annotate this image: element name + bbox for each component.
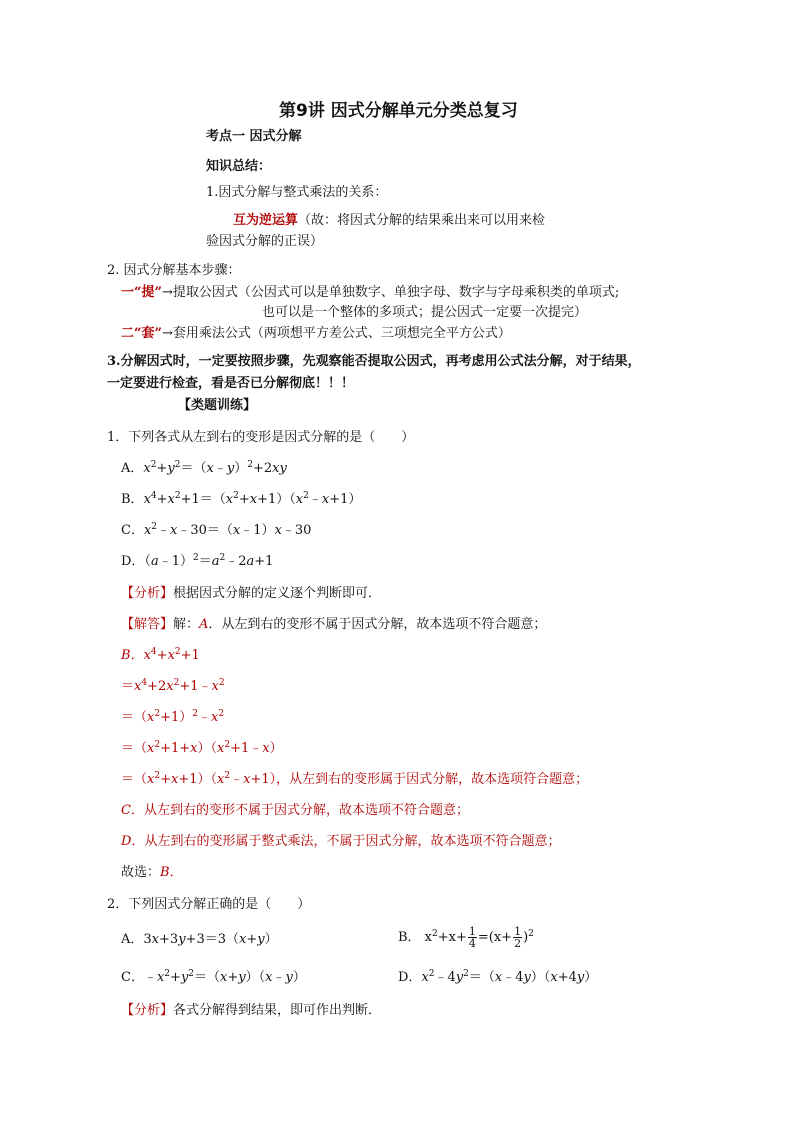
q1-answer-b-letter: B xyxy=(121,648,131,663)
q1-answer-a-text: ．从左到右的变形不属于因式分解，故本选项不符合题意； xyxy=(208,617,547,632)
q2-analysis xyxy=(121,1002,381,1020)
q1-answer-c xyxy=(121,802,469,820)
q1-answer-c-letter: C xyxy=(121,803,131,818)
q1-answer-c-text: ．从左到右的变形不属于因式分解，故本选项不符合题意； xyxy=(130,803,469,818)
item-3-line-1: 3.分解因式时，一定要按照步骤，先观察能否提取公因式，再考虑用公式法分解，对于结果， xyxy=(107,354,641,369)
q1-answer-d-text: ．从左到右的变形属于整式乘法，不属于因式分解，故本选项不符合题意； xyxy=(131,834,561,849)
q1-work-line-1: B．$x^4+x^2+1$ xyxy=(121,647,200,663)
step-1-tag: 一“提” xyxy=(121,285,162,300)
q1-answer xyxy=(121,616,546,634)
inverse-line xyxy=(233,212,545,230)
page-title: 第9讲 因式分解单元分类总复习 xyxy=(279,101,518,121)
q1-analysis-text: 根据因式分解的定义逐个判断即可． xyxy=(173,586,382,601)
inverse-highlight: 互为逆运算 xyxy=(233,213,299,228)
practice-header: 【类题训练】 xyxy=(178,398,257,413)
q1-analysis-tag: 【分析】 xyxy=(121,586,174,601)
q1-stem: 1．下列各式从左到右的变形是因式分解的是（ ） xyxy=(107,430,415,445)
q2-option-a: A．3x+3y+3＝3（x+y） xyxy=(121,932,278,947)
q1-answer-d xyxy=(121,833,560,851)
q1-choice-label: 故选： xyxy=(121,865,161,880)
q2-stem: 2．下列因式分解正确的是（ ） xyxy=(107,897,311,912)
q1-option-d: D．$(a﹣1)^2=a^2﹣2a+1$ xyxy=(121,553,274,569)
q1-analysis xyxy=(121,585,381,603)
step-1-cont: 也可以是一个整体的多项式；提公因式一定要一次提完） xyxy=(262,305,588,320)
step-2-tag: 二“套” xyxy=(121,326,162,341)
q1-answer-d-letter: D xyxy=(121,834,132,849)
q1-choice xyxy=(121,864,183,882)
kaodian-heading: 考点一 因式分解 xyxy=(206,129,302,144)
item-3-line-2: 一定要进行检查，看是否已分解彻底！！！ xyxy=(107,376,355,391)
q1-work-line-2: $=x^4+2x^2+1﹣x^2$ xyxy=(121,678,225,694)
item-1: 1.因式分解与整式乘法的关系： xyxy=(206,185,388,200)
fraction-one-half: $\frac{1}{2}$ xyxy=(514,925,522,950)
q1-choice-letter: B xyxy=(160,865,170,880)
q2-analysis-tag: 【分析】 xyxy=(121,1003,174,1018)
q1-answer-tag: 【解答】 xyxy=(121,617,174,632)
q2-option-c: C．$﹣x^2+y^2=(x+y)(x﹣y)$ xyxy=(121,969,306,985)
fraction-one-quarter: $\frac{1}{4}$ xyxy=(468,925,476,950)
item-2: 2. 因式分解基本步骤： xyxy=(107,263,241,278)
q1-option-a: A．$x^2+y^2=(x﹣y)^2+2xy$ xyxy=(121,460,287,476)
q1-answer-intro: 解： xyxy=(173,617,200,632)
inverse-note: （故：将因式分解的结果乘出来可以用来检 xyxy=(298,213,546,228)
q1-answer-b-suffix: ，从左到右的变形属于因式分解，故本选项符合题意； xyxy=(276,772,589,787)
q1-work-line-3: $=(x^2+1)^2﹣x^2$ xyxy=(121,709,225,725)
q1-work-line-5: $=(x^2+x+1)(x^2﹣x+1)$，从左到右的变形属于因式分解，故本选项符合题意； xyxy=(121,771,589,787)
q1-choice-end: ． xyxy=(169,865,183,880)
q2-analysis-text: 各式分解得到结果，即可作出判断． xyxy=(173,1003,382,1018)
step-1 xyxy=(121,284,619,302)
q2-option-b: B． $x^2+x+$ $\frac{1}{4}$ =(x+ $\frac{1}{2}$ )$^2$ xyxy=(398,925,534,950)
q2-option-d: D．$x^2﹣4y^2=(x﹣4y)(x+4y)$ xyxy=(398,969,598,985)
q1-work-line-4: $=(x^2+1+x)(x^2+1﹣x)$ xyxy=(121,740,283,756)
inverse-cont: 验因式分解的正误） xyxy=(206,234,324,249)
q1-option-b: B．$x^4+x^2+1=(x^2+x+1)(x^2﹣x+1)$ xyxy=(121,491,362,507)
step-2 xyxy=(121,325,511,343)
step-1-text: →提取公因式（公因式可以是单独数字、单独字母、数字与字母乘积类的单项式; xyxy=(161,285,620,300)
q1-answer-a-letter: A xyxy=(199,617,209,632)
summary-label: 知识总结： xyxy=(206,159,272,174)
q1-option-c: C．$x^2﹣x﹣30=(x﹣1)x﹣30$ xyxy=(121,522,312,538)
step-2-text: →套用乘法公式（两项想平方差公式、三项想完全平方公式） xyxy=(161,326,511,341)
